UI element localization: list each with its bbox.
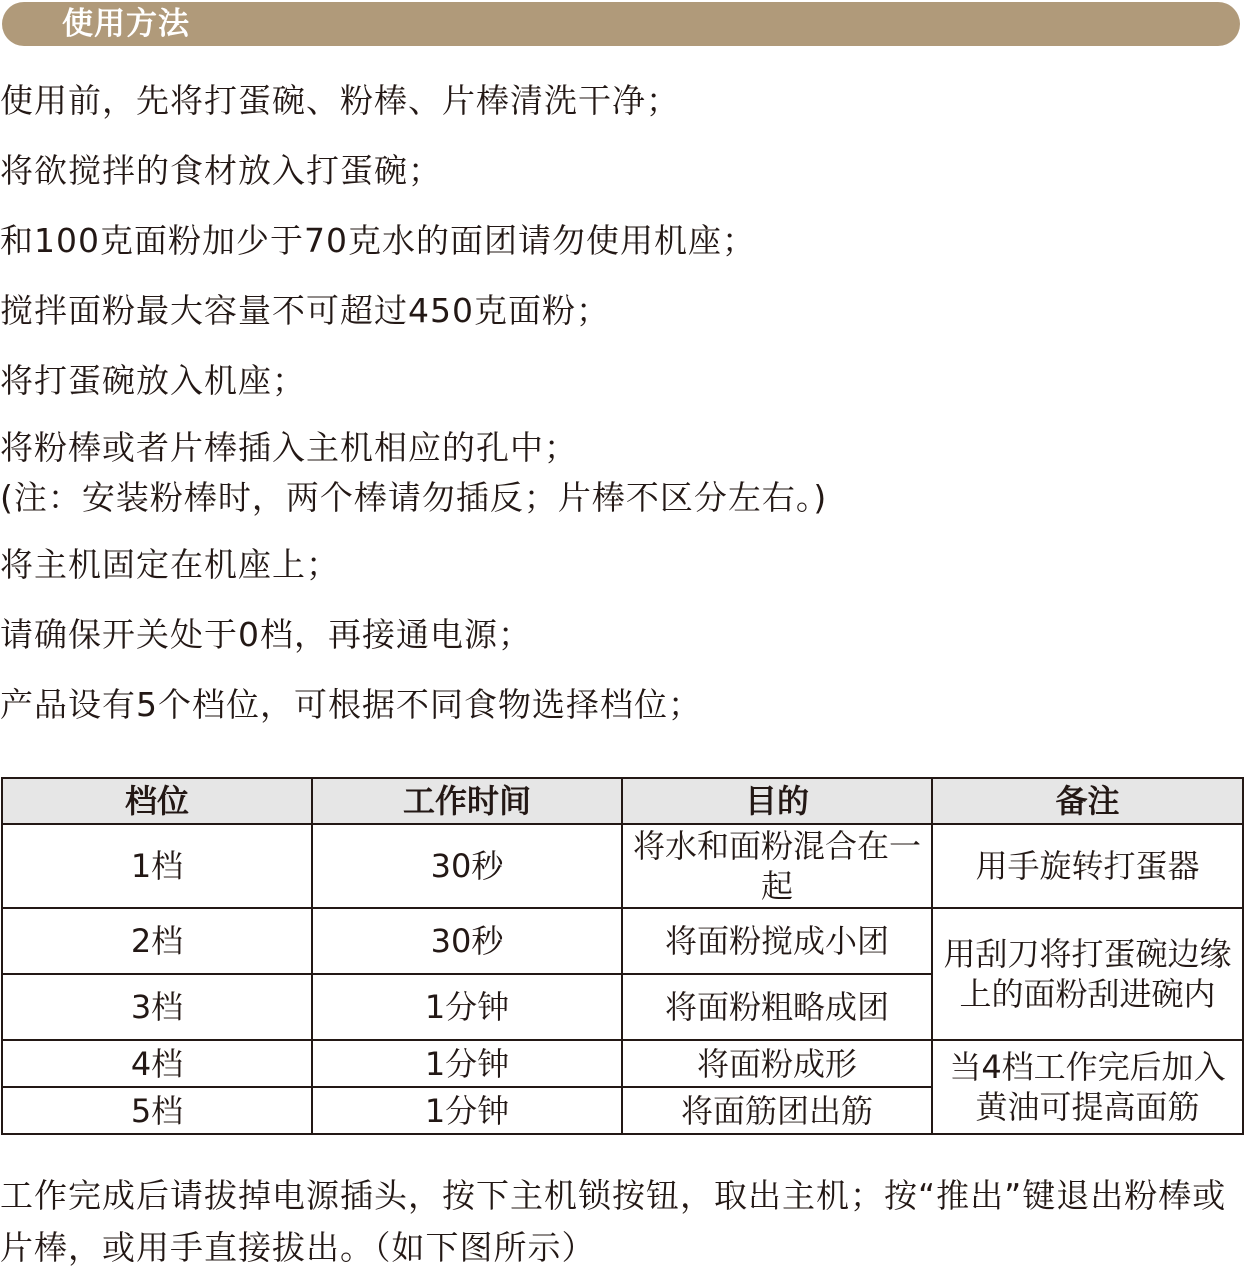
header-note: 备注 (932, 778, 1243, 824)
time-cell: 30秒 (312, 908, 622, 974)
instruction-line: 将欲搅拌的食材放入打蛋碗； (0, 151, 442, 190)
section-header (2, 2, 1240, 46)
instruction-line: 搅拌面粉最大容量不可超过450克面粉； (0, 291, 610, 330)
gear-cell: 1档 (2, 824, 312, 908)
table-row (2, 1040, 1243, 1087)
header-gear: 档位 (2, 778, 312, 824)
table-row (2, 824, 1243, 908)
purpose-cell: 将面粉搅成小团 (622, 908, 932, 974)
instruction-line: 和100克面粉加少于70克水的面团请勿使用机座； (0, 221, 756, 260)
instruction-line: 将粉棒或者片棒插入主机相应的孔中； (0, 428, 578, 467)
gear-cell: 5档 (2, 1087, 312, 1134)
gear-cell: 4档 (2, 1040, 312, 1087)
time-cell: 1分钟 (312, 1040, 622, 1087)
purpose-cell: 将水和面粉混合在一起 (622, 824, 932, 908)
instruction-line: 产品设有5个档位，可根据不同食物选择档位； (0, 685, 702, 724)
speed-settings-table (1, 777, 1244, 1135)
purpose-cell: 将面筋团出筋 (622, 1087, 932, 1134)
header-purpose: 目的 (622, 778, 932, 824)
instruction-line: 请确保开关处于0档，再接通电源； (0, 615, 532, 654)
instruction-line: 将打蛋碗放入机座； (0, 361, 306, 400)
purpose-cell: 将面粉粗略成团 (622, 974, 932, 1040)
table-header-row (2, 778, 1243, 824)
note-cell: 用手旋转打蛋器 (932, 824, 1243, 908)
purpose-cell: 将面粉成形 (622, 1040, 932, 1087)
time-cell: 1分钟 (312, 974, 622, 1040)
instruction-line: 将主机固定在机座上； (0, 545, 340, 584)
header-time: 工作时间 (312, 778, 622, 824)
gear-cell: 2档 (2, 908, 312, 974)
section-title: 使用方法 (62, 6, 190, 42)
note-cell: 用刮刀将打蛋碗边缘上的面粉刮进碗内 (932, 908, 1243, 1040)
time-cell: 30秒 (312, 824, 622, 908)
note-cell: 当4档工作完后加入黄油可提高面筋 (932, 1040, 1243, 1134)
time-cell: 1分钟 (312, 1087, 622, 1134)
instruction-note: (注：安装粉棒时，两个棒请勿插反；片棒不区分左右。) (0, 478, 828, 517)
gear-cell: 3档 (2, 974, 312, 1040)
table-row (2, 908, 1243, 974)
instruction-line: 使用前，先将打蛋碗、粉棒、片棒清洗干净； (0, 81, 680, 120)
footer-paragraph: 工作完成后请拔掉电源插头，按下主机锁按钮，取出主机；按“推出”键退出粉棒或片棒，或用手直接拔出。（如下图所示） (0, 1176, 1227, 1267)
